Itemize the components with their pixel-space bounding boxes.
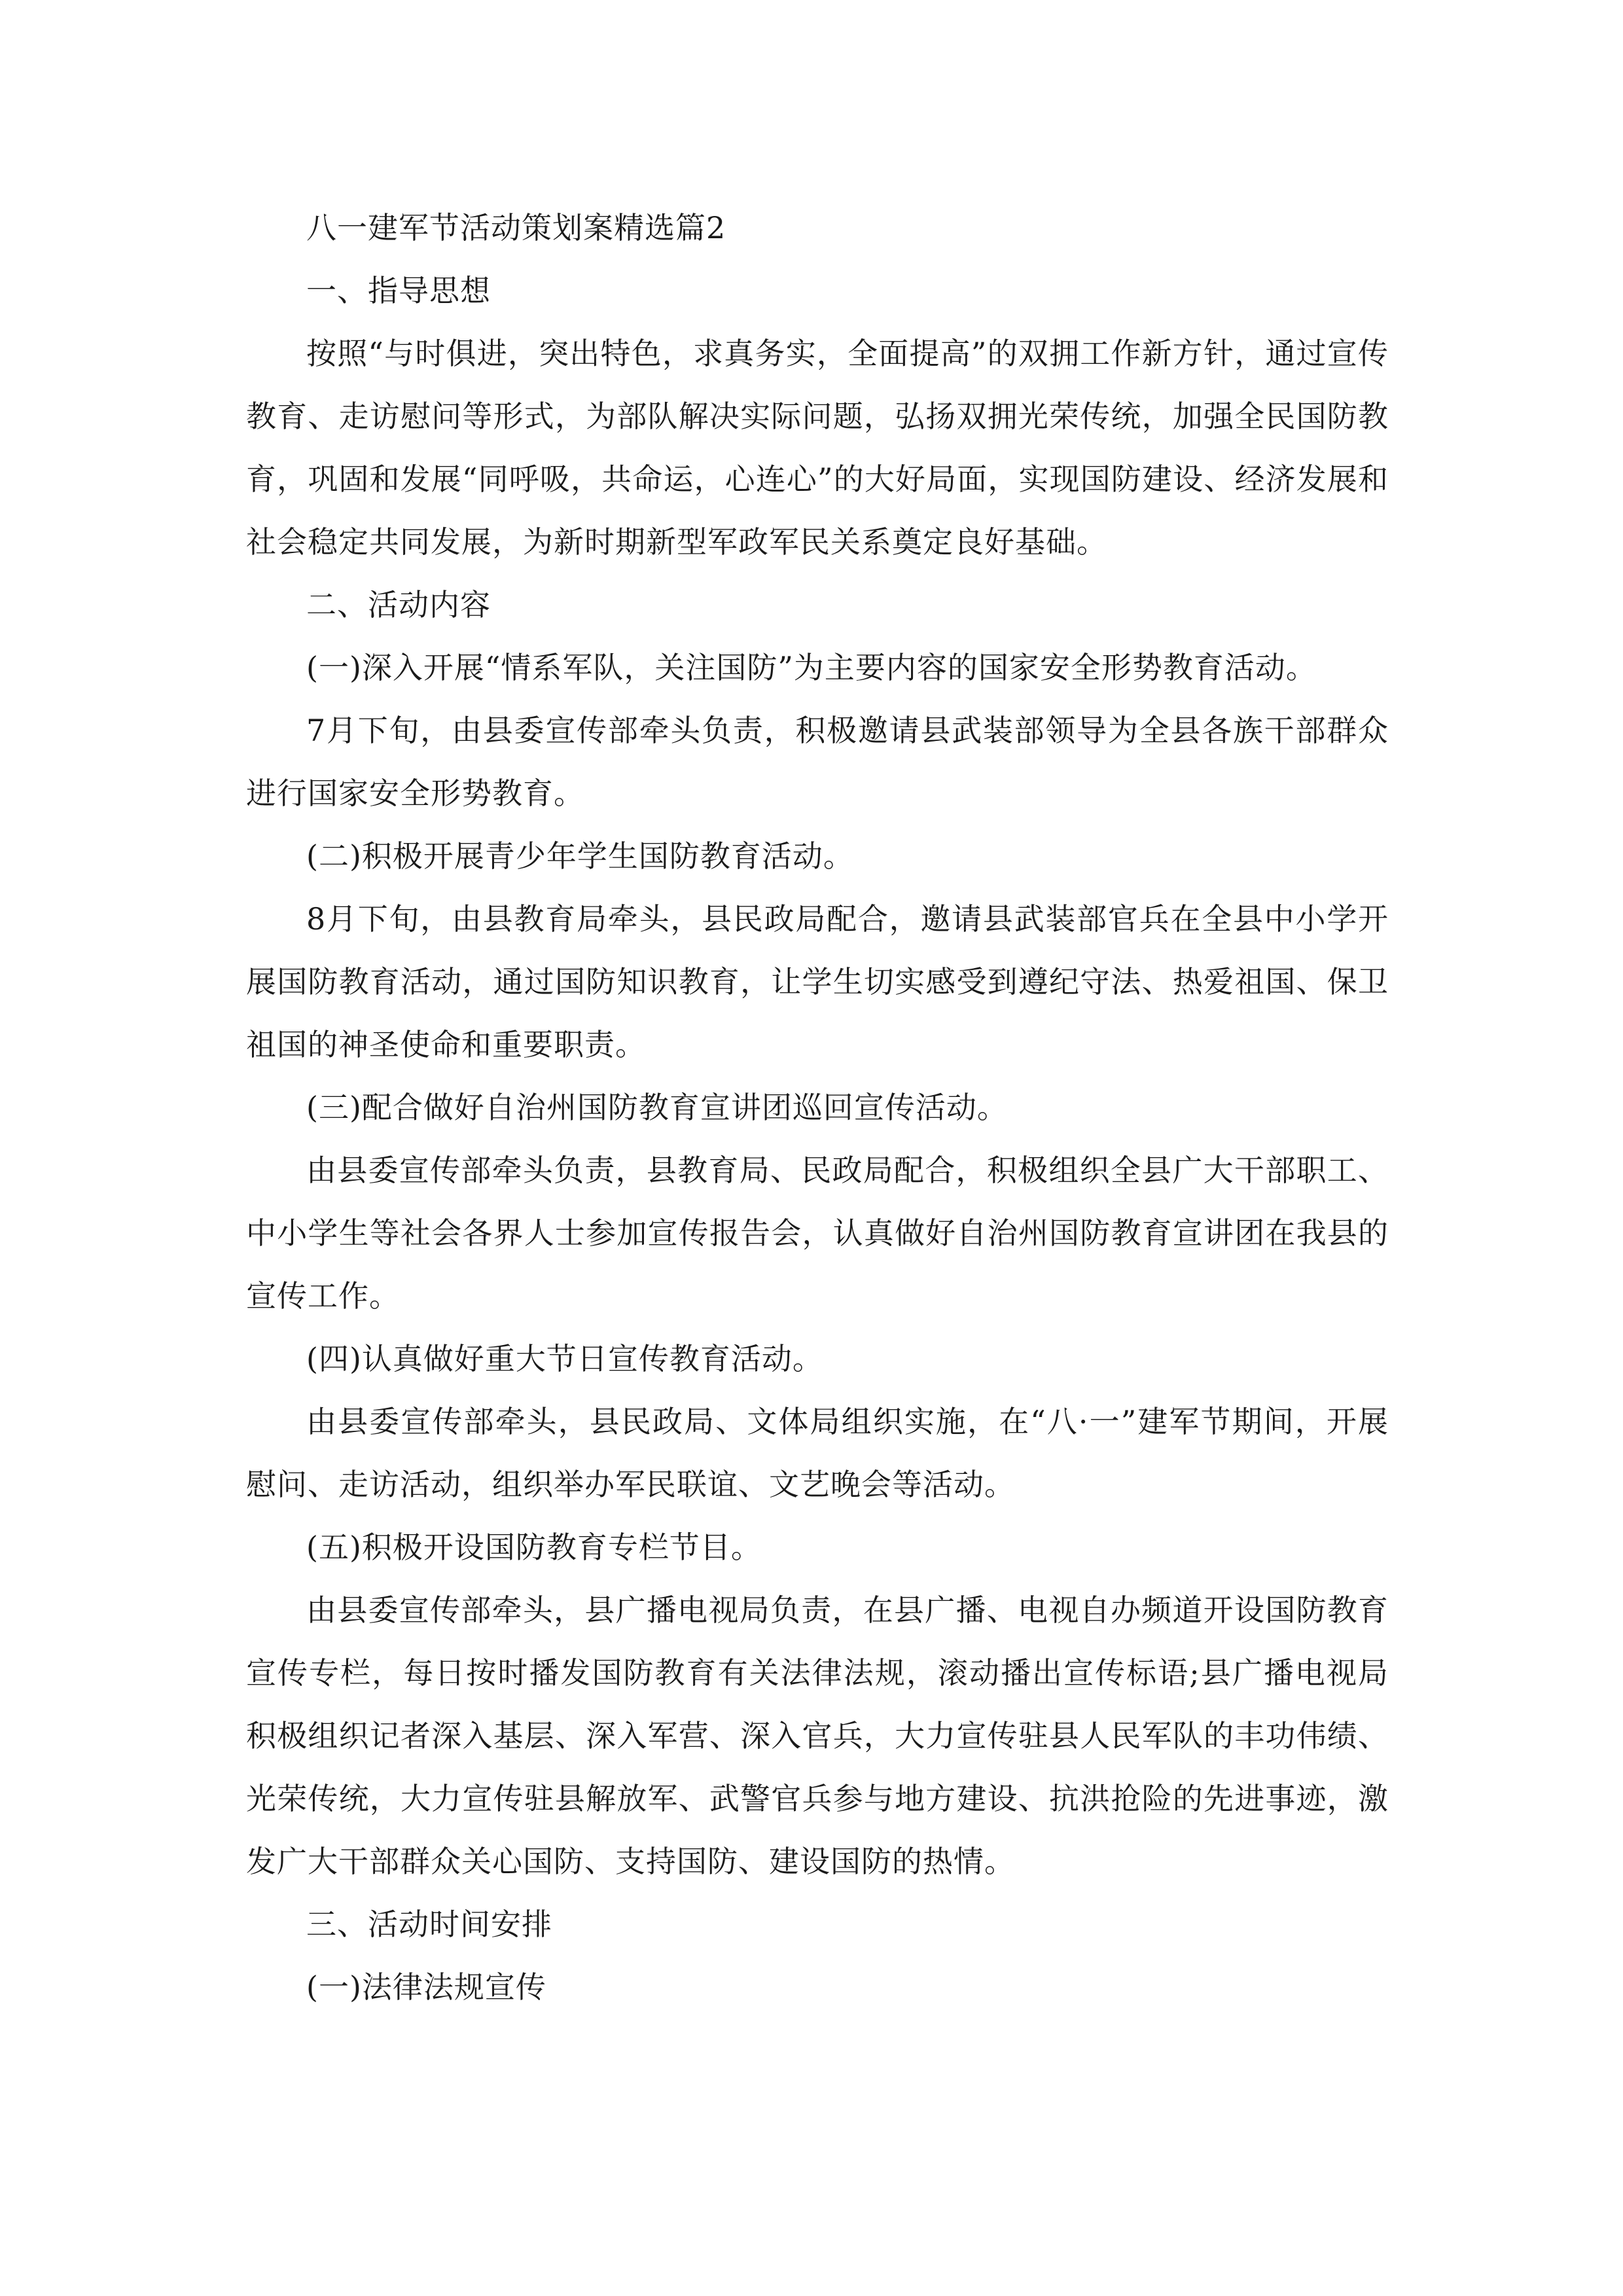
section-heading-activity-content: 二、活动内容 — [306, 587, 491, 622]
subheading-item-4: (四)认真做好重大节日宣传教育活动。 — [306, 1341, 823, 1376]
subheading-item-1: (一)深入开展“情系军队，关注国防”为主要内容的国家安全形势教育活动。 — [306, 650, 1317, 685]
section-heading-guiding-ideology: 一、指导思想 — [306, 273, 491, 308]
document-body — [246, 196, 1389, 2018]
paragraph-item-4: 由县委宣传部牵头，县民政局、文体局组织实施，在“八·一”建军节期间，开展慰问、走访活动，组织举办军民联谊、文艺晚会等活动。 — [246, 1404, 1389, 1502]
paragraph-item-2: 8月下旬，由县教育局牵头，县民政局配合，邀请县武装部官兵在全县中小学开展国防教育活动，通过国防知识教育，让学生切实感受到遵纪守法、热爱祖国、保卫祖国的神圣使命和重要职责。 — [246, 901, 1389, 1062]
section-heading-schedule: 三、活动时间安排 — [306, 1907, 552, 1942]
paragraph-item-5: 由县委宣传部牵头，县广播电视局负责，在县广播、电视自办频道开设国防教育宣传专栏，每日按时播发国防教育有关法律法规，滚动播出宣传标语;县广播电视局积极组织记者深入基层、深入军营、深入官兵，大力宣传驻县人民军队的丰功伟绩、光荣传统，大力宣传驻县解放军、武警官兵参与地方建设、抗洪抢险的先进事迹，激发广大干部群众关心国防、支持国防、建设国防的热情。 — [246, 1592, 1389, 1879]
document-title: 八一建军节活动策划案精选篇2 — [306, 210, 726, 245]
paragraph-item-3: 由县委宣传部牵头负责，县教育局、民政局配合，积极组织全县广大干部职工、中小学生等社会各界人士参加宣传报告会，认真做好自治州国防教育宣讲团在我县的宣传工作。 — [246, 1153, 1389, 1314]
subheading-item-3: (三)配合做好自治州国防教育宣讲团巡回宣传活动。 — [306, 1090, 1008, 1125]
subheading-item-5: (五)积极开设国防教育专栏节目。 — [306, 1530, 762, 1565]
subheading-schedule-1: (一)法律法规宣传 — [306, 1969, 546, 2005]
paragraph-item-1: 7月下旬，由县委宣传部牵头负责，积极邀请县武装部领导为全县各族干部群众进行国家安全形势教育。 — [246, 713, 1389, 811]
subheading-item-2: (二)积极开展青少年学生国防教育活动。 — [306, 838, 854, 874]
paragraph-guiding-ideology: 按照“与时俱进，突出特色，求真务实，全面提高”的双拥工作新方针，通过宣传教育、走访慰问等形式，为部队解决实际问题，弘扬双拥光荣传统，加强全民国防教育，巩固和发展“同呼吸，共命运，心连心”的大好局面，实现国防建设、经济发展和社会稳定共同发展，为新时期新型军政军民关系奠定良好基础。 — [246, 336, 1389, 560]
